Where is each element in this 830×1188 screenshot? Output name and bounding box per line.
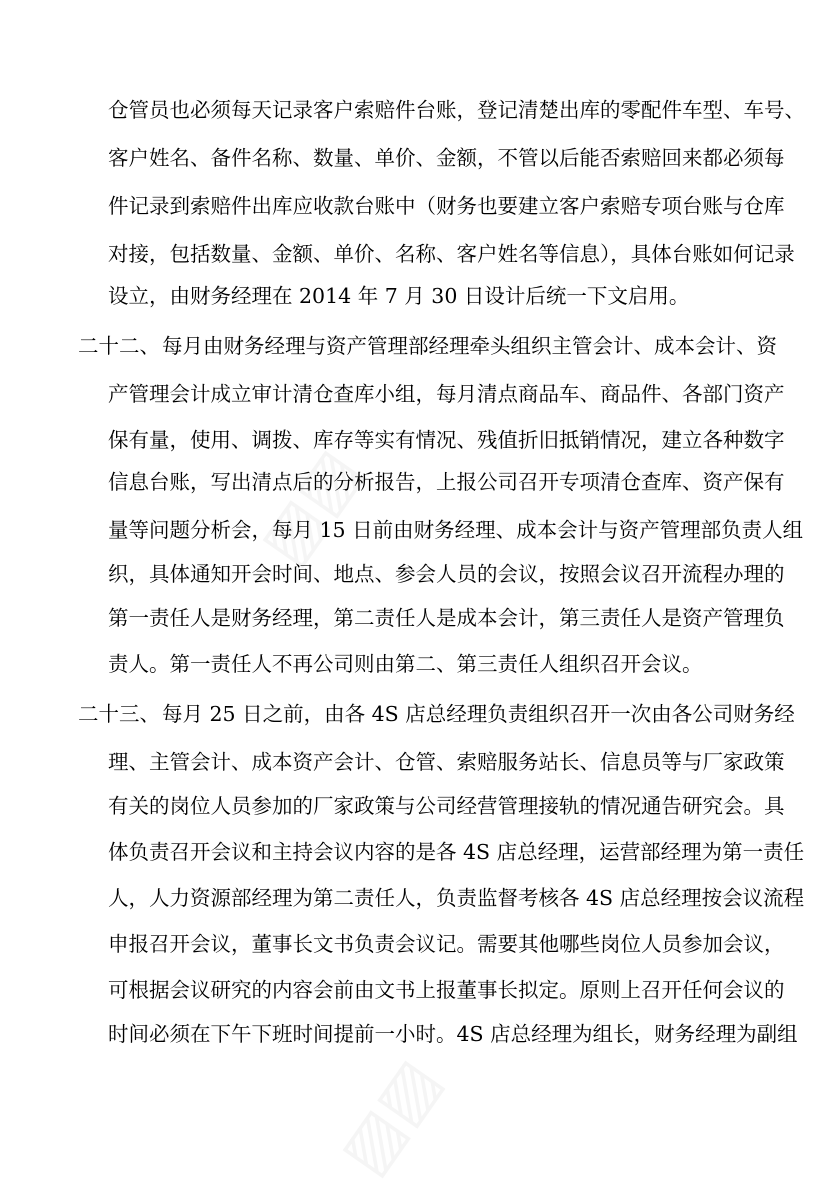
text-line: 量等问题分析会，每月 15 日前由财务经理、成本会计与资产管理部负责人组 <box>108 518 804 542</box>
text-line: 可根据会议研究的内容会前由文书上报董事长拟定。原则上召开任何会议的 <box>108 978 785 1002</box>
text-line: 对接，包括数量、金额、单价、名称、客户姓名等信息），具体台账如何记录 <box>108 242 795 266</box>
text-line: 保有量，使用、调拨、库存等实有情况、残值折旧抵销情况，建立各种数字 <box>108 428 785 452</box>
section-number: 二十二、 <box>78 334 160 358</box>
watermark: ▨▨ <box>245 436 376 578</box>
text-line: 信息台账，写出清点后的分析报告，上报公司召开专项清仓查库、资产保有 <box>108 470 785 494</box>
text-line: 设立，由财务经理在 2014 年 7 月 30 日设计后统一下文启用。 <box>108 284 690 308</box>
text-line: 申报召开会议，董事长文书负责会议记。需要其他哪些岗位人员参加会议， <box>108 932 785 956</box>
text-line: 客户姓名、备件名称、数量、单价、金额，不管以后能否索赔回来都必须每 <box>108 146 785 170</box>
text-line: 时间必须在下午下班时间提前一小时。4S 店总经理为组长，财务经理为副组 <box>108 1022 798 1046</box>
text-line: 每月 25 日之前，由各 4S 店总经理负责组织召开一次由各公司财务经 <box>162 702 795 726</box>
text-line: 每月由财务经理与资产管理部经理牵头组织主管会计、成本会计、资 <box>162 334 777 358</box>
text-line: 责人。第一责任人不再公司则由第二、第三责任人组织召开会议。 <box>108 652 703 676</box>
text-line: 件记录到索赔件出库应收款台账中（财务也要建立客户索赔专项台账与仓库 <box>108 194 785 218</box>
text-line: 仓管员也必须每天记录客户索赔件台账，登记清楚出库的零配件车型、车号、 <box>108 98 805 122</box>
text-line: 第一责任人是财务经理，第二责任人是成本会计，第三责任人是资产管理负 <box>108 606 785 630</box>
text-line: 织，具体通知开会时间、地点、参会人员的会议，按照会议召开流程办理的 <box>108 562 785 586</box>
text-line: 理、主管会计、成本资产会计、仓管、索赔服务站长、信息员等与厂家政策 <box>108 750 785 774</box>
text-line: 产管理会计成立审计清仓查库小组，每月清点商品车、商品件、各部门资产 <box>108 382 785 406</box>
section-number: 二十三、 <box>78 702 160 726</box>
text-line: 体负责召开会议和主持会议内容的是各 4S 店总经理，运营部经理为第一责任 <box>108 840 805 864</box>
watermark: ▨▨ <box>325 1046 456 1188</box>
text-line: 人，人力资源部经理为第二责任人，负责监督考核各 4S 店总经理按会议流程 <box>108 886 805 910</box>
text-line: 有关的岗位人员参加的厂家政策与公司经营管理接轨的情况通告研究会。具 <box>108 794 785 818</box>
